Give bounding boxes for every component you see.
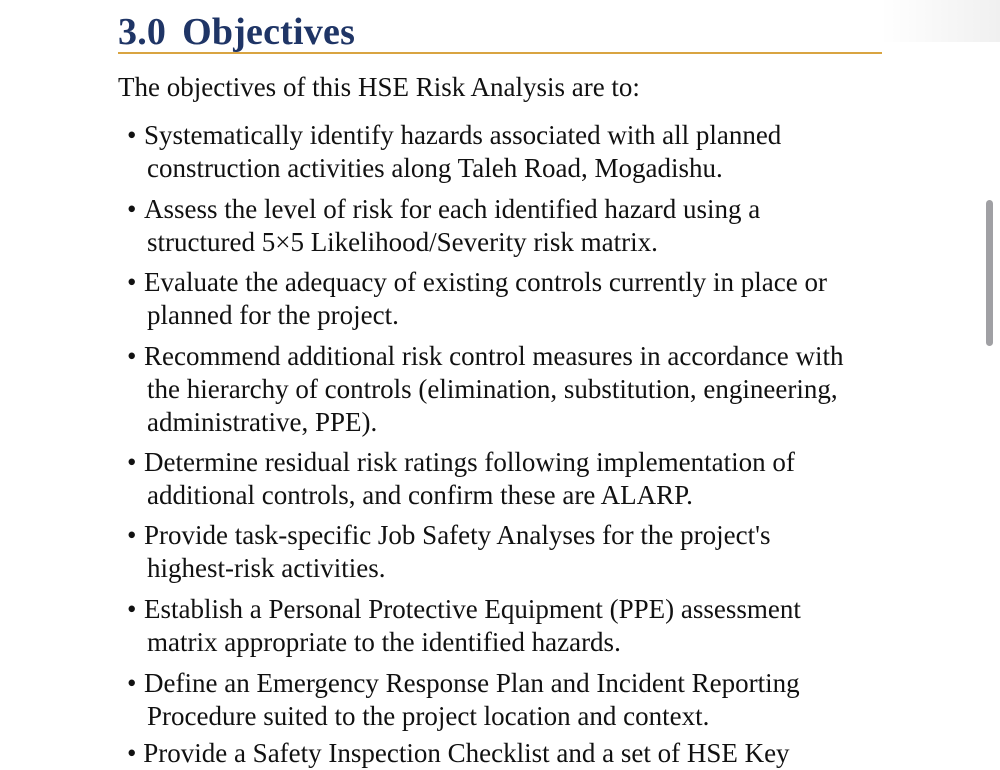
objective-line: Determine residual risk ratings following implementation of xyxy=(144,447,795,477)
objective-text xyxy=(144,446,904,512)
vertical-scrollbar[interactable] xyxy=(982,188,996,358)
objective-line: administrative, PPE). xyxy=(147,407,378,437)
objective-text xyxy=(144,593,904,659)
objective-text xyxy=(144,193,904,259)
scrollbar-thumb[interactable] xyxy=(986,200,993,346)
objective-line: Define an Emergency Response Plan and Incident Reporting xyxy=(144,668,800,698)
objective-line: construction activities along Taleh Road, Mogadishu. xyxy=(147,153,723,183)
bullet: • xyxy=(127,120,137,150)
objective-line: additional controls, and confirm these are ALARP. xyxy=(147,480,693,510)
objective-line: Assess the level of risk for each identified hazard using a xyxy=(144,194,761,224)
objective-line: Recommend additional risk control measures in accordance with xyxy=(144,341,844,371)
section-title-text: Objectives xyxy=(182,11,356,53)
bullet: • xyxy=(127,267,137,297)
objective-text xyxy=(144,119,904,185)
bullet: • xyxy=(127,194,137,224)
objective-line: Provide task-specific Job Safety Analyses for the project's xyxy=(144,520,771,550)
objective-line: highest-risk activities. xyxy=(147,553,386,583)
section-number: 3.0 xyxy=(118,11,167,53)
bullet: • xyxy=(127,447,137,477)
partial-next-objective: • Provide a Safety Inspection Checklist and a set of HSE Key xyxy=(127,738,790,768)
objective-line: planned for the project. xyxy=(147,300,399,330)
objective-line: the hierarchy of controls (elimination, substitution, engineering, xyxy=(147,374,838,404)
objective-line: Procedure suited to the project location and context. xyxy=(147,701,710,731)
intro-paragraph: The objectives of this HSE Risk Analysis are to: xyxy=(118,72,640,102)
objective-line: Systematically identify hazards associated with all planned xyxy=(144,120,782,150)
objective-line: Evaluate the adequacy of existing controls currently in place or xyxy=(144,267,827,297)
bullet: • xyxy=(127,668,137,698)
objective-line: Establish a Personal Protective Equipment (PPE) assessment xyxy=(144,594,801,624)
bullet: • xyxy=(127,520,137,550)
objective-text xyxy=(144,519,904,585)
objective-line: matrix appropriate to the identified hazards. xyxy=(147,627,621,657)
bullet: • xyxy=(127,341,137,371)
bullet: • xyxy=(127,594,137,624)
objective-text xyxy=(144,266,904,332)
objective-line: structured 5×5 Likelihood/Severity risk matrix. xyxy=(147,227,658,257)
objective-text xyxy=(144,667,904,733)
objective-text xyxy=(144,340,904,439)
